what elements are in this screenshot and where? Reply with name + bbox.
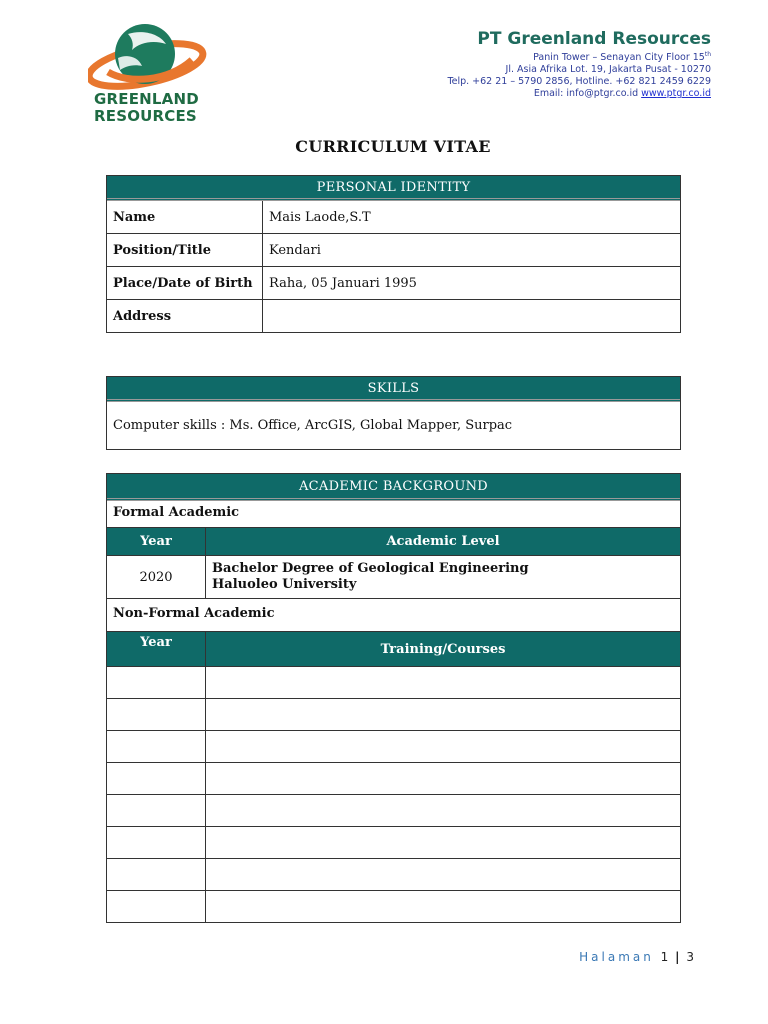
table-row [107,234,680,267]
personal-identity-header: PERSONAL IDENTITY [107,176,680,201]
table-row [107,731,680,763]
page-number: 1 [660,950,669,964]
skills-header: SKILLS [107,377,680,402]
website-link[interactable]: www.ptgr.co.id [641,88,711,100]
footer-word: Halaman [579,950,654,964]
name-value: Mais Laode,S.T [263,201,681,234]
page-separator: | [675,950,680,964]
document-title: CURRICULUM VITAE [295,137,491,156]
formal-academic-table [107,527,680,599]
table-header-row [107,632,680,667]
company-name: PT Greenland Resources [477,29,711,49]
degree-text: Bachelor Degree of Geological Engineering [212,561,529,576]
company-phone: Telp. +62 21 – 5790 2856, Hotline. +62 821 2459 6229 [447,76,711,88]
formal-academic-label: Formal Academic [113,505,240,520]
year-column-header-2: Year [107,632,206,667]
skills-text: Computer skills : Ms. Office, ArcGIS, Global Mapper, Surpac [113,418,513,433]
logo-line-1: GREENLAND [94,90,199,108]
university-text: Haluoleo University [212,577,357,592]
table-row [107,667,680,699]
table-row [107,267,680,300]
company-contact [447,88,711,100]
position-label: Position/Title [107,234,263,267]
page-total: 3 [686,950,694,964]
floor-superscript: th [704,51,711,58]
logo-wordmark [94,91,199,125]
table-row [107,201,680,234]
position-value: Kendari [263,234,681,267]
table-row [107,891,680,923]
address-value [263,300,681,333]
table-row [107,300,680,333]
company-address-2: Jl. Asia Afrika Lot. 19, Jakarta Pusat - 10270 [505,64,711,76]
non-formal-academic-label: Non-Formal Academic [113,606,275,621]
personal-identity-section [106,175,681,333]
academic-section [106,473,681,923]
training-column-header: Training/Courses [206,632,681,667]
logo-line-2: RESOURCES [94,107,197,125]
formal-level-cell [206,556,681,599]
company-email: Email: info@ptgr.co.id [533,88,642,100]
academic-level-column-header: Academic Level [206,528,681,556]
table-row [107,763,680,795]
year-column-header: Year [107,528,206,556]
academic-header: ACADEMIC BACKGROUND [107,474,680,501]
table-row [107,699,680,731]
page-footer [579,950,694,964]
skills-section [106,376,681,450]
formal-year-cell: 2020 [107,556,206,599]
address-label: Address [107,300,263,333]
table-row [107,795,680,827]
table-row [107,859,680,891]
birth-label: Place/Date of Birth [107,267,263,300]
name-label: Name [107,201,263,234]
table-row [107,556,680,599]
company-address-1: Panin Tower – Senayan City Floor 15th [533,51,711,64]
personal-identity-table [107,201,680,332]
birth-value: Raha, 05 Januari 1995 [263,267,681,300]
non-formal-academic-table [107,631,680,922]
table-row [107,827,680,859]
table-header-row [107,528,680,556]
company-header [447,29,711,100]
